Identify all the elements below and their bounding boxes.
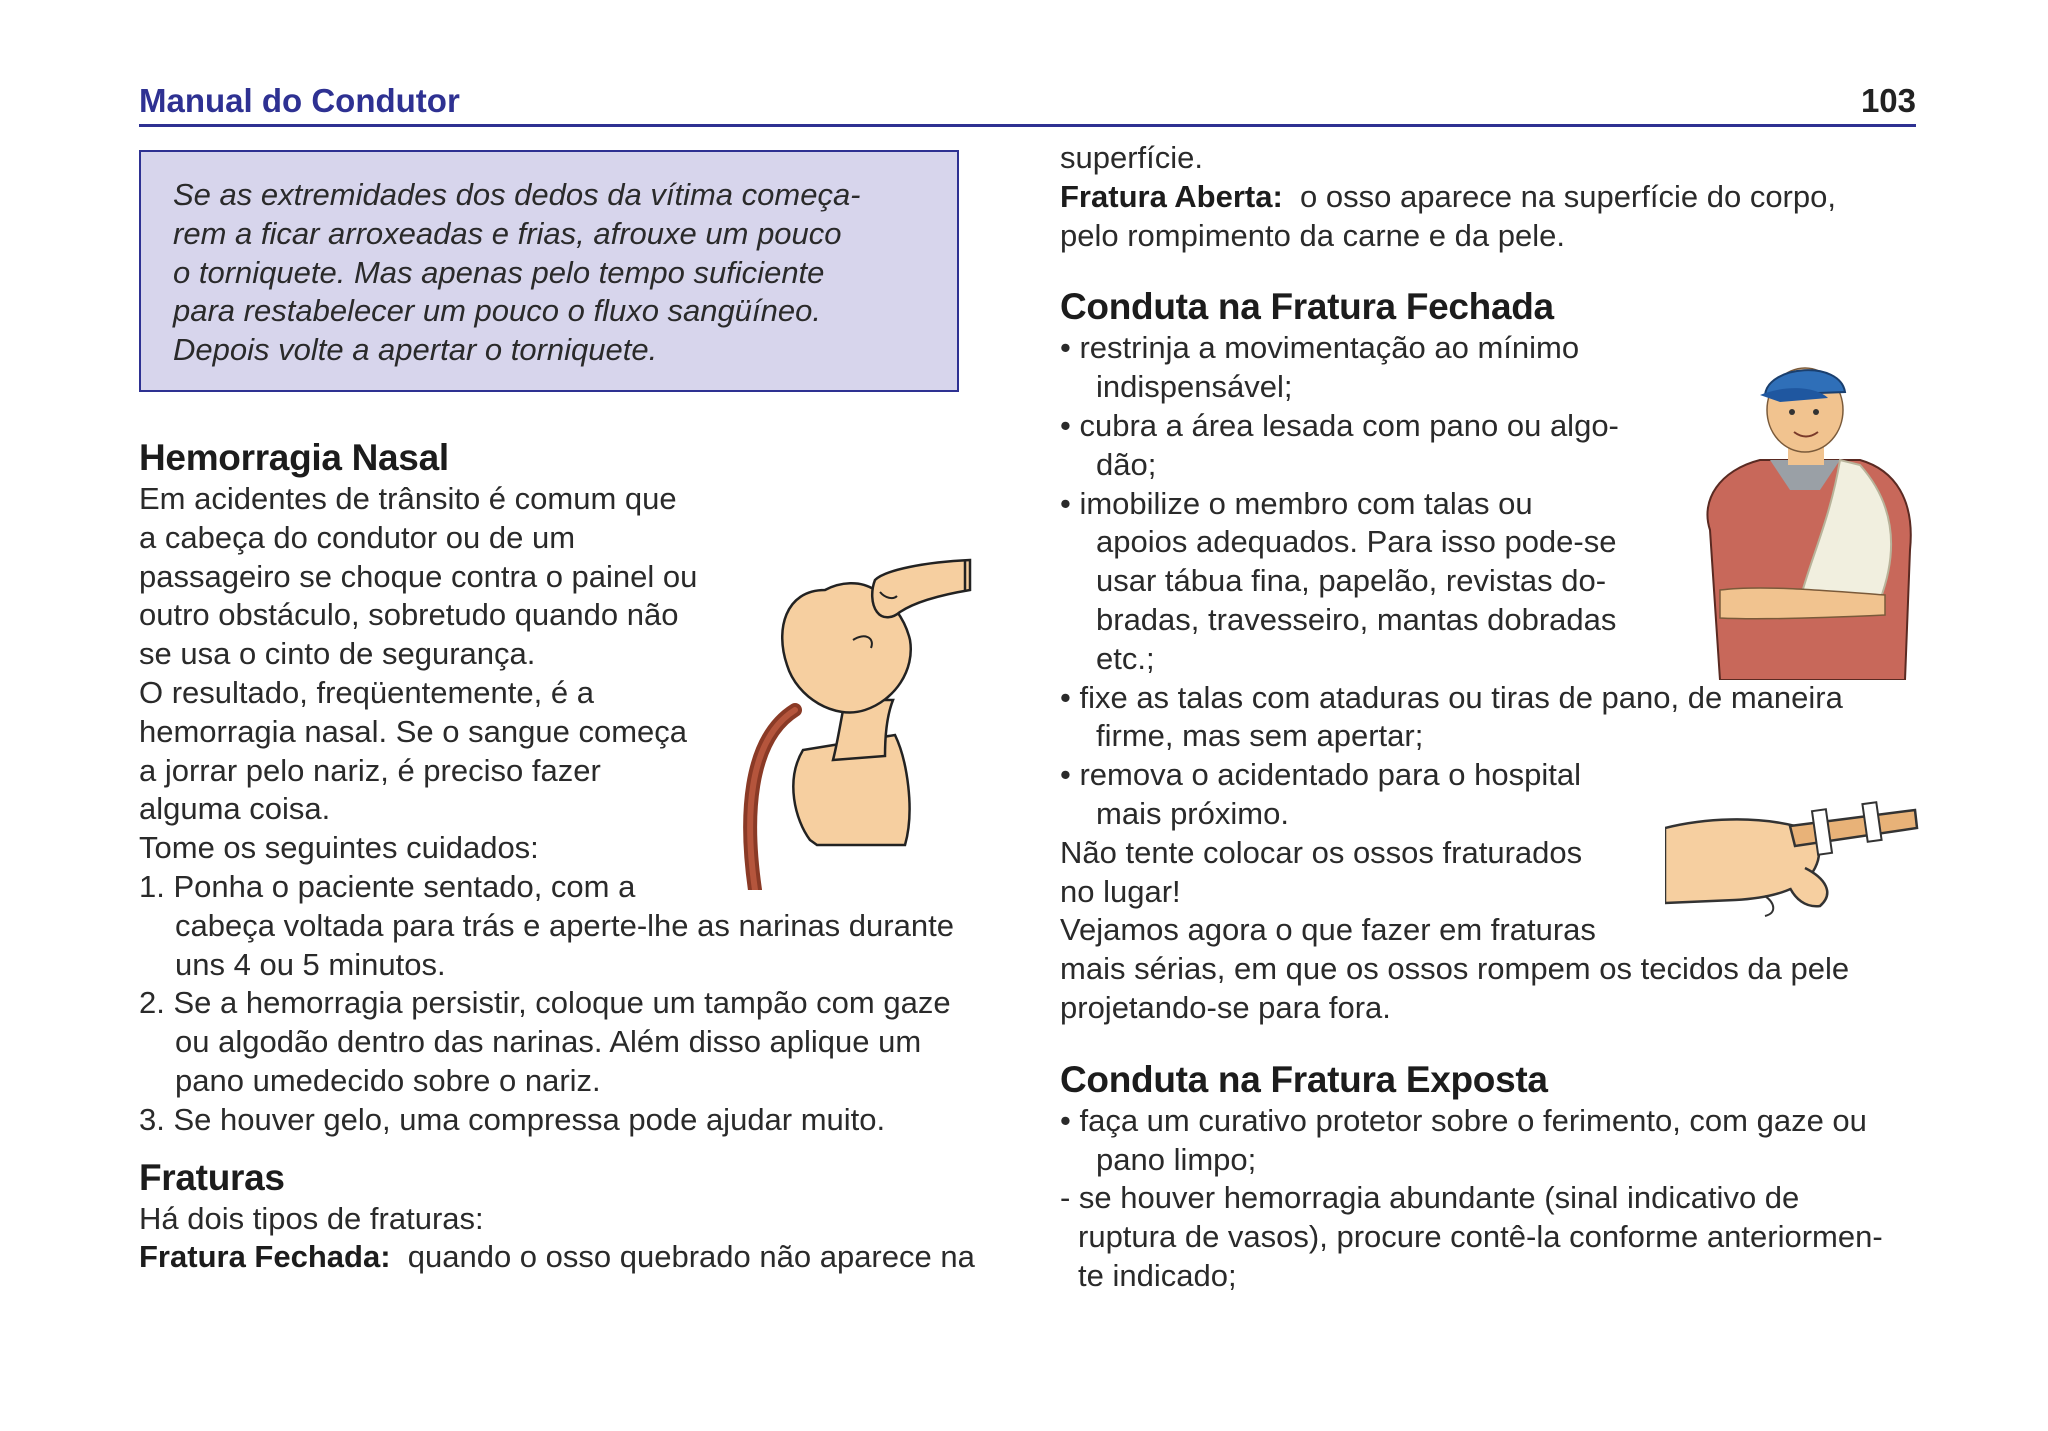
nosebleed-figure <box>725 520 985 890</box>
heading-open-fracture-conduct: Conduta na Fratura Exposta <box>1060 1058 1548 1100</box>
nosebleed-illustration <box>725 520 985 890</box>
list-item-cont: pano umedecido sobre o nariz. <box>175 1062 601 1098</box>
text-line: Tome os seguintes cuidados: <box>139 830 539 866</box>
bullet-item-cont: usar tábua fina, papelão, revistas do- <box>1096 563 1607 599</box>
text-line: hemorragia nasal. Se o sangue começa <box>139 713 687 749</box>
bullet-item-cont: mais próximo. <box>1096 795 1289 831</box>
closed-fracture-text: quando o osso quebrado não aparece na <box>407 1239 975 1275</box>
page-number: 103 <box>1860 82 1916 119</box>
open-fracture-definition <box>1060 178 1920 217</box>
right-column <box>1060 139 1920 1296</box>
bullet-item: • restrinja a movimentação ao mínimo <box>1060 330 1580 366</box>
bullet-item: • fixe as talas com ataduras ou tiras de pano, de maneira <box>1060 679 1843 715</box>
fractures-intro: Há dois tipos de fraturas: <box>139 1200 484 1236</box>
note-line: rem a ficar arroxeadas e frias, afrouxe um pouco <box>173 215 842 251</box>
text-line: passageiro se choque contra o painel ou <box>139 558 698 594</box>
dash-item-cont: ruptura de vasos), procure contê-la conforme anteriormen- <box>1078 1219 1883 1255</box>
bullet-item: • remova o acidentado para o hospital <box>1060 757 1581 793</box>
bullet-item-cont: pano limpo; <box>1096 1141 1257 1177</box>
list-item-cont: ou algodão dentro das narinas. Além disso aplique um <box>175 1024 922 1060</box>
text-line: alguma coisa. <box>139 791 331 827</box>
text-line: mais sérias, em que os ossos rompem os tecidos da pele <box>1060 951 1850 987</box>
heading-closed-fracture-conduct: Conduta na Fratura Fechada <box>1060 286 1554 328</box>
splinted-hand-illustration <box>1665 788 1920 918</box>
dash-item-cont: te indicado; <box>1078 1257 1237 1293</box>
list-item: 3. Se houver gelo, uma compressa pode ajudar muito. <box>139 1101 886 1137</box>
note-line: para restabelecer um pouco o fluxo sangüíneo. <box>173 293 821 329</box>
closed-fracture-continuation: superfície. <box>1060 140 1204 175</box>
heading-nasal-hemorrhage: Hemorragia Nasal <box>139 437 449 478</box>
bullet-item-cont: bradas, travesseiro, mantas dobradas <box>1096 601 1617 637</box>
dash-item: - se houver hemorragia abundante (sinal indicativo de <box>1060 1180 1800 1216</box>
closed-fracture-definition <box>139 1238 999 1277</box>
note-line: o torniquete. Mas apenas pelo tempo suficiente <box>173 254 825 290</box>
text-line: Vejamos agora o que fazer em fraturas <box>1060 912 1596 948</box>
bullet-item: • faça um curativo protetor sobre o ferimento, com gaze ou <box>1060 1102 1867 1138</box>
arm-sling-illustration <box>1690 350 1920 680</box>
running-header <box>139 76 1916 127</box>
list-item-cont: uns 4 ou 5 minutos. <box>175 946 446 982</box>
bullet-item-cont: apoios adequados. Para isso pode-se <box>1096 524 1617 560</box>
nasal-steps-list <box>139 868 999 1140</box>
list-item: 1. Ponha o paciente sentado, com a <box>139 868 636 904</box>
arm-sling-figure <box>1690 350 1920 680</box>
text-line: se usa o cinto de segurança. <box>139 636 536 672</box>
heading-fractures: Fraturas <box>139 1156 285 1198</box>
text-line: no lugar! <box>1060 873 1181 909</box>
tourniquet-note-box <box>139 150 959 392</box>
list-item: 2. Se a hemorragia persistir, coloque um tampão com gaze <box>139 985 951 1021</box>
text-line: outro obstáculo, sobretudo quando não <box>139 597 679 633</box>
bullet-item: • cubra a área lesada com pano ou algo- <box>1060 407 1619 443</box>
bullet-item: • imobilize o membro com talas ou <box>1060 485 1533 521</box>
open-fracture-continuation: pelo rompimento da carne e da pele. <box>1060 217 1565 253</box>
open-fracture-text: o osso aparece na superfície do corpo, <box>1300 178 1836 214</box>
bullet-item-cont: firme, mas sem apertar; <box>1096 718 1424 754</box>
open-fracture-label: Fratura Aberta: <box>1060 178 1283 214</box>
text-line: a jorrar pelo nariz, é preciso fazer <box>139 752 601 788</box>
text-line: projetando-se para fora. <box>1060 989 1391 1025</box>
text-line: O resultado, freqüentemente, é a <box>139 674 594 710</box>
text-line: a cabeça do condutor ou de um <box>139 519 576 555</box>
bullet-item-cont: indispensável; <box>1096 369 1293 405</box>
note-line: Depois volte a apertar o torniquete. <box>173 332 658 368</box>
bullet-item-cont: dão; <box>1096 446 1157 482</box>
closed-fracture-label: Fratura Fechada: <box>139 1239 391 1275</box>
open-conduct-list <box>1060 1102 1920 1296</box>
splinted-hand-figure <box>1665 788 1920 918</box>
running-title: Manual do Condutor <box>139 82 460 119</box>
text-line: Não tente colocar os ossos fraturados <box>1060 834 1583 870</box>
list-item-cont: cabeça voltada para trás e aperte-lhe as narinas durante <box>175 907 954 943</box>
text-line: Em acidentes de trânsito é comum que <box>139 481 677 516</box>
bullet-item-cont: etc.; <box>1096 640 1155 676</box>
note-line: Se as extremidades dos dedos da vítima começa- <box>173 177 861 212</box>
